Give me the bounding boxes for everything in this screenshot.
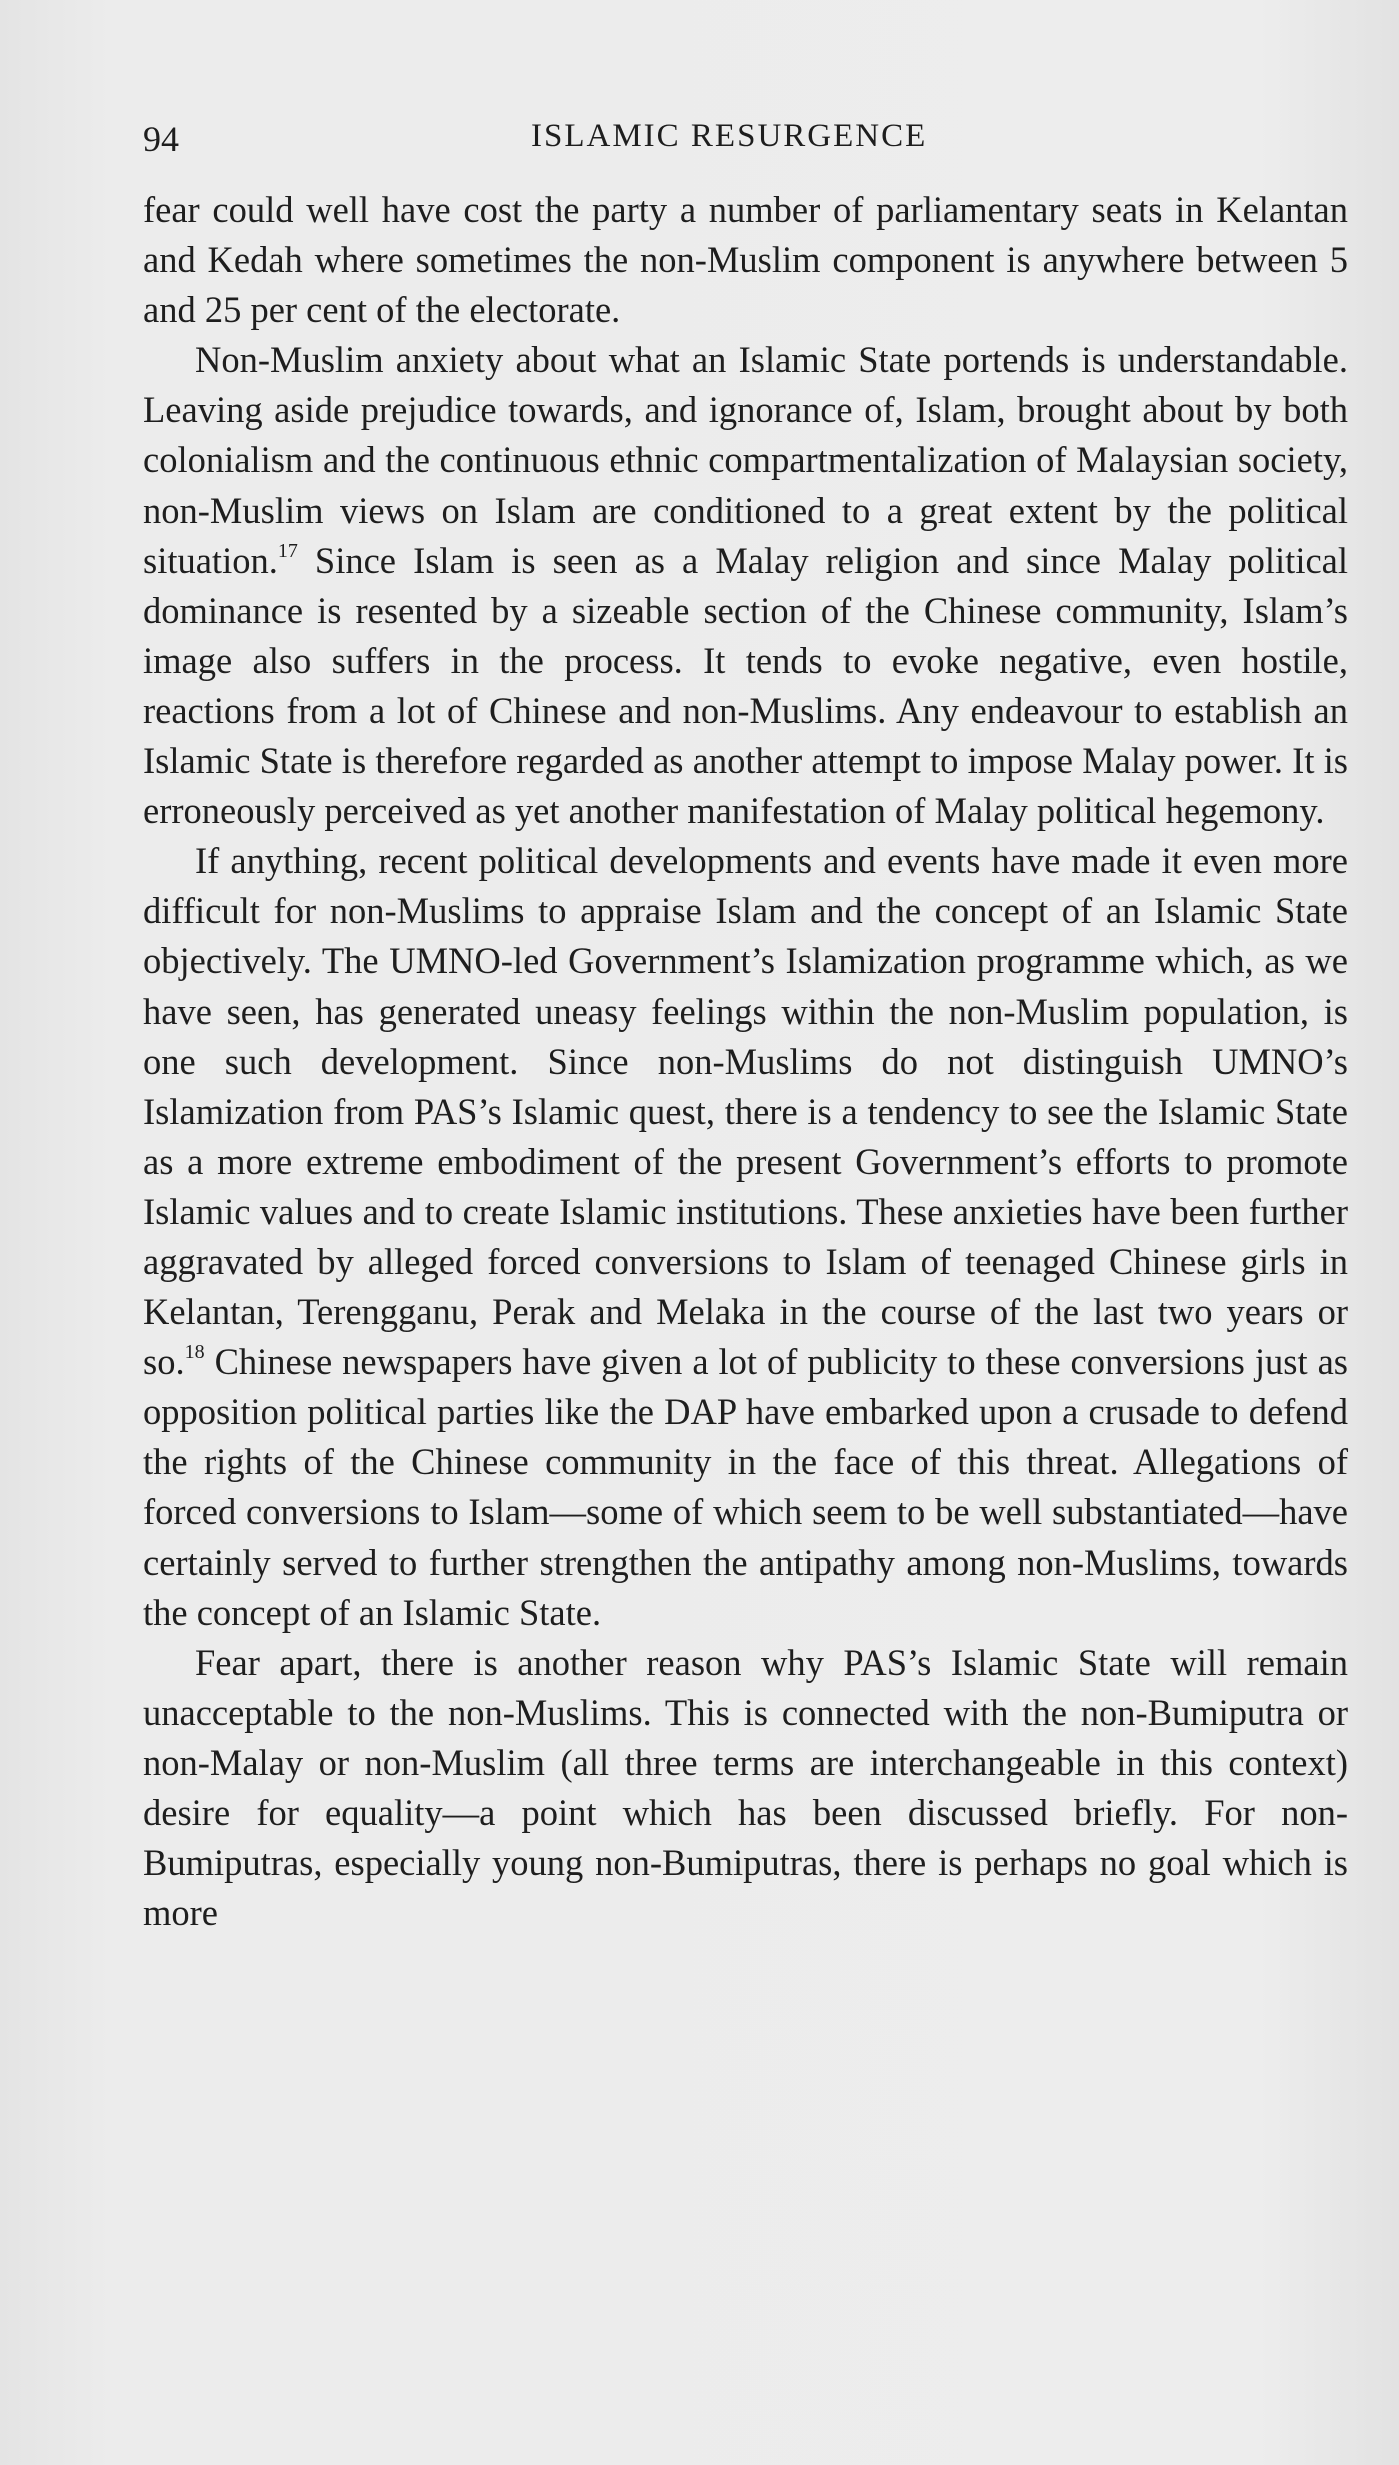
paragraph-text: fear could well have cost the party a number of parliamentary seats in Kelantan and Kedah where sometimes the non-Muslim component is anywhere between 5 and 25 per cent of the electorate. xyxy=(143,189,1348,331)
paragraph-non-muslim-anxiety xyxy=(143,335,1348,836)
body-text xyxy=(143,185,1348,1938)
paragraph-text: Since Islam is seen as a Malay religion and since Malay political dominance is resented by a sizeable section of the Chinese community, Islam’s image also suffers in the process. It tends to evoke negative, even hostile, reactions from a lot of Chinese and non-Muslims. Any endeavour to establish an Islamic State is therefore regarded as another attempt to impose Malay power. It is erroneously perceived as yet another manifestation of Malay political hegemony. xyxy=(143,539,1348,832)
footnote-ref-17: 17 xyxy=(277,539,298,562)
paragraph-text: If anything, recent political developments and events have made it even more difficult for non-Muslims to appraise Islam and the concept of an Islamic State objectively. The UMNO-led Government’s Islamization programme which, as we have seen, has generated uneasy feelings within the non-Muslim population, is one such development. Since non-Muslims do not distinguish UMNO’s Islamization from PAS’s Islamic quest, there is a tendency to see the Islamic State as a more extreme embodiment of the present Government’s efforts to promote Islamic values and to create Islamic institutions. These anxieties have been further aggravated by alleged forced conversions to Islam of teenaged Chinese girls in Kelantan, Terengganu, Perak and Melaka in the course of the last two years or so. xyxy=(143,840,1348,1383)
page-number: 94 xyxy=(143,119,179,159)
paragraph-recent-developments xyxy=(143,836,1348,1638)
paragraph-text: Fear apart, there is another reason why PAS’s Islamic State will remain unacceptable to the non-Muslims. This is connected with the non-Bumiputra or non-Malay or non-Muslim (all three terms are interchangeable in this context) desire for equality—a point which has been discussed briefly. For non-Bumiputras, especially young non-Bumiputras, there is perhaps no goal which is more xyxy=(143,1641,1348,1934)
paragraph-text: Non-Muslim anxiety about what an Islamic State portends is understandable. Leaving aside prejudice towards, and ignorance of, Islam, brought about by both colonialism and the continuous ethnic compartmentalization of Malaysian society, non-Muslim views on Islam are conditioned to a great extent by the political situation. xyxy=(143,339,1348,581)
footnote-ref-18: 18 xyxy=(184,1341,205,1364)
paragraph-fear-apart xyxy=(143,1638,1348,1939)
running-head xyxy=(143,118,1353,158)
running-title: ISLAMIC RESURGENCE xyxy=(531,118,928,154)
paragraph-text: Chinese newspapers have given a lot of publicity to these conversions just as opposition political parties like the DAP have embarked upon a crusade to defend the rights of the Chinese community in the face of this threat. Allegations of forced conversions to Islam—some of which seem to be well substantiated—have certainly served to further strengthen the antipathy among non-Muslims, towards the concept of an Islamic State. xyxy=(143,1341,1348,1633)
paragraph-continuation xyxy=(143,185,1348,335)
